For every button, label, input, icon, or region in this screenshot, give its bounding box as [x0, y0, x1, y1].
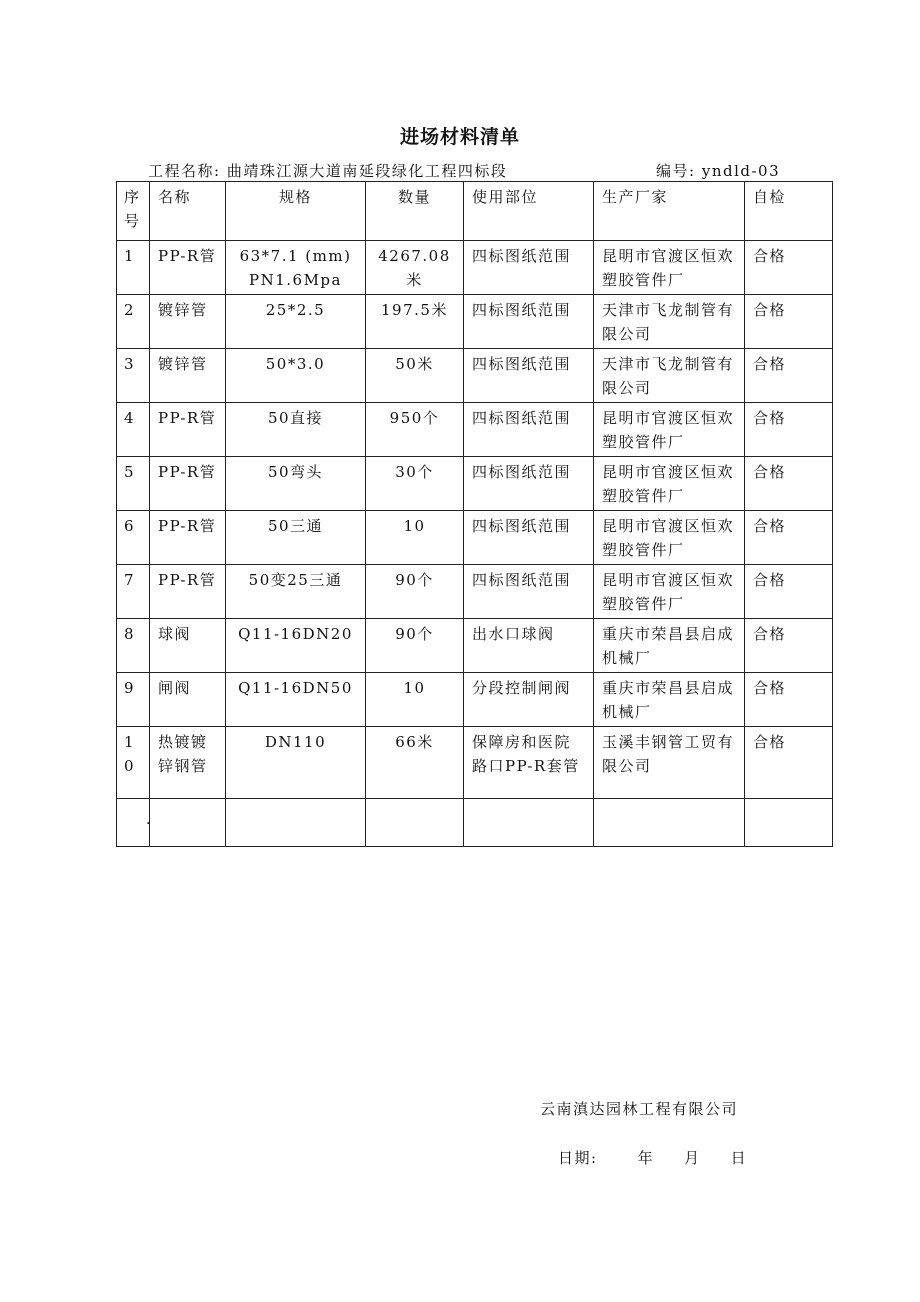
- header-name: 名称: [150, 182, 226, 241]
- cell-check: 合格: [745, 511, 833, 565]
- date-label: 日期:: [558, 1149, 598, 1167]
- cell-name: 镀锌管: [150, 295, 226, 349]
- cell-maker: 玉溪丰钢管工贸有限公司: [594, 727, 745, 799]
- table-row: [117, 565, 833, 619]
- cell-spec: DN110: [226, 727, 366, 799]
- table-row: [117, 673, 833, 727]
- cell-seq: 1: [117, 241, 150, 295]
- cell-name: 闸阀: [150, 673, 226, 727]
- document-code-line: [656, 160, 780, 181]
- project-name: 曲靖珠江源大道南延段绿化工程四标段: [226, 162, 508, 180]
- empty-cell: [745, 799, 833, 847]
- cell-seq: 2: [117, 295, 150, 349]
- table-row: [117, 403, 833, 457]
- cell-seq: 3: [117, 349, 150, 403]
- cell-qty: 90个: [366, 565, 464, 619]
- cell-spec: 50*3.0: [226, 349, 366, 403]
- cell-name: PP-R管: [150, 511, 226, 565]
- table-row: [117, 727, 833, 799]
- empty-cell: [594, 799, 745, 847]
- cell-maker: 天津市飞龙制管有限公司: [594, 349, 745, 403]
- code-label: 编号:: [656, 162, 696, 180]
- cell-seq: 5: [117, 457, 150, 511]
- cell-location: 四标图纸范围: [464, 565, 594, 619]
- cell-spec: 50变25三通: [226, 565, 366, 619]
- cell-maker: 昆明市官渡区恒欢塑胶管件厂: [594, 457, 745, 511]
- cell-qty: 30个: [366, 457, 464, 511]
- header-qty: 数量: [366, 182, 464, 241]
- cell-location: 保障房和医院路口PP-R套管: [464, 727, 594, 799]
- cell-maker: 昆明市官渡区恒欢塑胶管件厂: [594, 511, 745, 565]
- table-row: [117, 295, 833, 349]
- cell-check: 合格: [745, 403, 833, 457]
- cell-maker: 天津市飞龙制管有限公司: [594, 295, 745, 349]
- header-seq: 序号: [117, 182, 150, 241]
- cell-check: 合格: [745, 565, 833, 619]
- company-name: 云南滇达园林工程有限公司: [540, 1100, 739, 1118]
- table-row: [117, 241, 833, 295]
- code-value: yndld-03: [701, 162, 781, 180]
- cell-maker: 昆明市官渡区恒欢塑胶管件厂: [594, 241, 745, 295]
- cell-spec: 50直接: [226, 403, 366, 457]
- table-row: [117, 619, 833, 673]
- cell-name: 镀锌管: [150, 349, 226, 403]
- table-row: [117, 349, 833, 403]
- empty-cell: [150, 799, 226, 847]
- header-location: 使用部位: [464, 182, 594, 241]
- cell-qty: 66米: [366, 727, 464, 799]
- project-label: 工程名称:: [148, 162, 221, 180]
- header-spec: 规格: [226, 182, 366, 241]
- cell-maker: 昆明市官渡区恒欢塑胶管件厂: [594, 565, 745, 619]
- table-row: [117, 511, 833, 565]
- header-maker: 生产厂家: [594, 182, 745, 241]
- cell-qty: 90个: [366, 619, 464, 673]
- date-month: 月: [684, 1149, 701, 1167]
- project-name-line: [148, 160, 507, 181]
- cell-seq: 6: [117, 511, 150, 565]
- table-header-row: [117, 182, 833, 241]
- empty-cell: [464, 799, 594, 847]
- cell-name: PP-R管: [150, 403, 226, 457]
- cell-maker: 重庆市荣昌县启成机械厂: [594, 619, 745, 673]
- cell-location: 四标图纸范围: [464, 457, 594, 511]
- cell-spec: 63*7.1 (mm) PN1.6Mpa: [226, 241, 366, 295]
- date-year: 年: [637, 1149, 655, 1167]
- empty-cell: [366, 799, 464, 847]
- table-row: [117, 457, 833, 511]
- date-line: [558, 1147, 747, 1168]
- cell-check: 合格: [745, 457, 833, 511]
- cell-check: 合格: [745, 295, 833, 349]
- cell-location: 四标图纸范围: [464, 295, 594, 349]
- cell-name: PP-R管: [150, 457, 226, 511]
- cell-location: 出水口球阀: [464, 619, 594, 673]
- cell-location: 四标图纸范围: [464, 403, 594, 457]
- cell-location: 分段控制闸阀: [464, 673, 594, 727]
- cell-seq: 4: [117, 403, 150, 457]
- cell-spec: Q11-16DN50: [226, 673, 366, 727]
- cell-location: 四标图纸范围: [464, 241, 594, 295]
- cell-seq: 7: [117, 565, 150, 619]
- cell-name: PP-R管: [150, 241, 226, 295]
- cell-spec: 25*2.5: [226, 295, 366, 349]
- cell-name: 球阀: [150, 619, 226, 673]
- cell-maker: 昆明市官渡区恒欢塑胶管件厂: [594, 403, 745, 457]
- cell-check: 合格: [745, 349, 833, 403]
- table-row-empty: [117, 799, 833, 847]
- stray-dot: .: [146, 812, 151, 828]
- cell-name: PP-R管: [150, 565, 226, 619]
- cell-spec: Q11-16DN20: [226, 619, 366, 673]
- cell-check: 合格: [745, 673, 833, 727]
- cell-check: 合格: [745, 727, 833, 799]
- cell-qty: 10: [366, 673, 464, 727]
- date-day: 日: [730, 1149, 748, 1167]
- materials-table: [116, 181, 833, 847]
- header-check: 自检: [745, 182, 833, 241]
- cell-location: 四标图纸范围: [464, 349, 594, 403]
- cell-check: 合格: [745, 619, 833, 673]
- page-title: 进场材料清单: [399, 126, 520, 148]
- empty-cell: [226, 799, 366, 847]
- cell-maker: 重庆市荣昌县启成机械厂: [594, 673, 745, 727]
- cell-qty: 50米: [366, 349, 464, 403]
- cell-seq: 8: [117, 619, 150, 673]
- cell-qty: 10: [366, 511, 464, 565]
- cell-check: 合格: [745, 241, 833, 295]
- cell-qty: 950个: [366, 403, 464, 457]
- empty-cell: [117, 799, 150, 847]
- cell-qty: 197.5米: [366, 295, 464, 349]
- cell-spec: 50三通: [226, 511, 366, 565]
- cell-seq: 9: [117, 673, 150, 727]
- cell-location: 四标图纸范围: [464, 511, 594, 565]
- cell-spec: 50弯头: [226, 457, 366, 511]
- cell-seq: 10: [117, 727, 150, 799]
- cell-name: 热镀镀锌钢管: [150, 727, 226, 799]
- cell-qty: 4267.08米: [366, 241, 464, 295]
